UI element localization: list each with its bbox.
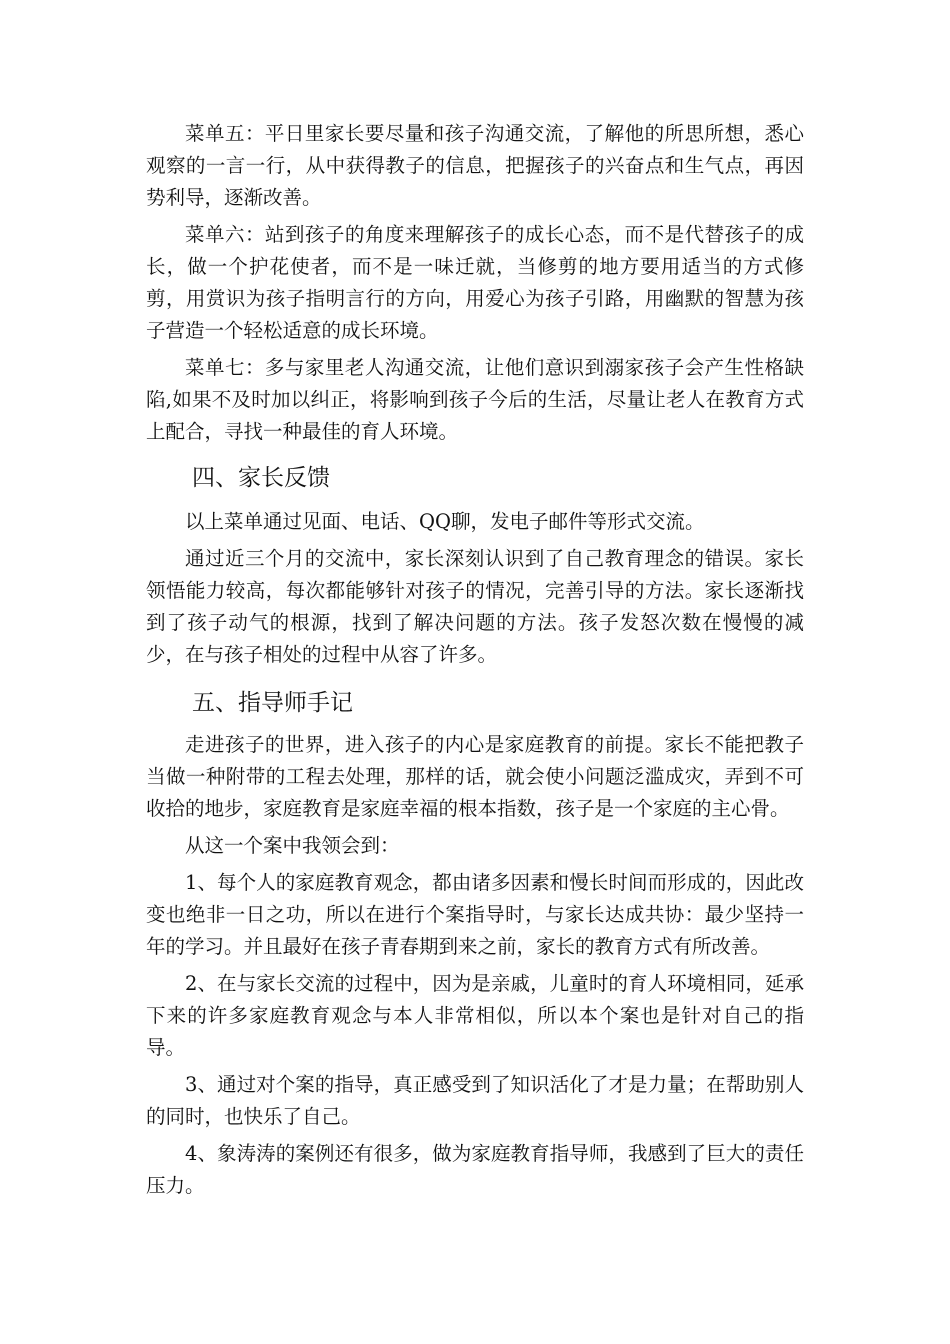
paragraph-notes-5: 3、通过对个案的指导，真正感受到了知识活化了才是力量；在帮助别人的同时，也快乐了自己。 bbox=[146, 1073, 804, 1128]
paragraph-notes-6: 4、象涛涛的案例还有很多，做为家庭教育指导师，我感到了巨大的责任压力。 bbox=[146, 1142, 804, 1197]
paragraph-menu-6: 菜单六：站到孩子的角度来理解孩子的成长心态，而不是代替孩子的成长，做一个护花使者，而不是一味迁就，当修剪的地方要用适当的方式修剪，用赏识为孩子指明言行的方向，用爱心为孩子引路，用幽默的智慧为孩子营造一个轻松适意的成长环境。 bbox=[146, 223, 804, 342]
paragraph-menu-5: 菜单五：平日里家长要尽量和孩子沟通交流，了解他的所思所想，悉心观察的一言一行，从中获得教子的信息，把握孩子的兴奋点和生气点，再因势利导，逐渐改善。 bbox=[146, 122, 804, 209]
paragraph-notes-4: 2、在与家长交流的过程中，因为是亲戚，儿童时的育人环境相同，延承下来的许多家庭教育观念与本人非常相似，所以本个案也是针对自己的指导。 bbox=[146, 972, 804, 1059]
paragraph-menu-7: 菜单七：多与家里老人沟通交流，让他们意识到溺家孩子会产生性格缺陷,如果不及时加以纠正，将影响到孩子今后的生活，尽量让老人在教育方式上配合，寻找一种最佳的育人环境。 bbox=[146, 356, 804, 443]
paragraph-feedback-1: 以上菜单通过见面、电话、QQ聊，发电子邮件等形式交流。 bbox=[185, 510, 705, 533]
section-heading-parent-feedback: 四、家长反馈 bbox=[192, 465, 330, 491]
section-heading-mentor-notes: 五、指导师手记 bbox=[192, 690, 353, 716]
paragraph-notes-1: 走进孩子的世界，进入孩子的内心是家庭教育的前提。家长不能把教子当做一种附带的工程去处理，那样的话，就会使小问题泛滥成灾，弄到不可收拾的地步，家庭教育是家庭幸福的根本指数，孩子是一个家庭的主心骨。 bbox=[146, 733, 804, 820]
document-page bbox=[146, 118, 804, 1207]
paragraph-notes-3: 1、每个人的家庭教育观念，都由诸多因素和慢长时间而形成的，因此改变也绝非一日之功，所以在进行个案指导时，与家长达成共协：最少坚持一年的学习。并且最好在孩子青春期到来之前，家长的教育方式有所改善。 bbox=[146, 871, 804, 958]
paragraph-feedback-2: 通过近三个月的交流中，家长深刻认识到了自己教育理念的错误。家长领悟能力较高，每次都能够针对孩子的情况，完善引导的方法。家长逐渐找到了孩子动气的根源，找到了解决问题的方法。孩子发怒次数在慢慢的减少，在与孩子相处的过程中从容了许多。 bbox=[146, 547, 804, 666]
paragraph-notes-2: 从这一个案中我领会到： bbox=[185, 834, 400, 857]
